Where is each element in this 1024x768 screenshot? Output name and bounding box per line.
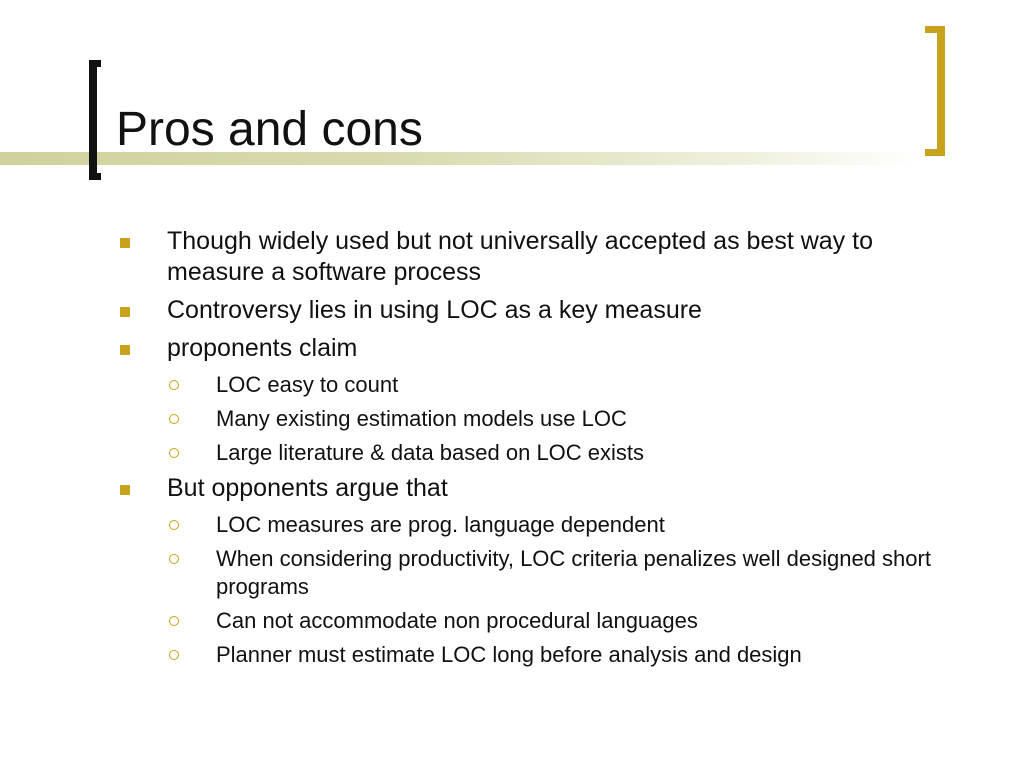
bullet-item [167,333,957,364]
sub-bullet-item [216,511,936,539]
sub-bullet-item [216,641,936,669]
ring-bullet-icon [169,650,179,660]
sub-bullet-text: LOC easy to count [216,372,399,397]
sub-bullet-item [216,439,936,467]
bullet-text: Though widely used but not universally accepted as best way to measure a software process [167,227,873,286]
bullet-list [0,226,1024,675]
ring-bullet-icon [169,616,179,626]
sub-bullet-text: LOC measures are prog. language dependent [216,512,665,537]
bullet-item [167,473,957,504]
right-bracket-decoration [925,26,945,156]
sub-bullet-text: Can not accommodate non procedural languages [216,608,698,633]
bullet-item [167,295,957,326]
sub-bullet-item [216,545,936,601]
sub-bullet-text: When considering productivity, LOC criteria penalizes well designed short programs [216,546,931,599]
bullet-item [167,226,957,288]
sub-bullet-item [216,371,936,399]
sub-bullet-item [216,405,936,433]
square-bullet-icon [120,238,130,248]
bullet-text: But opponents argue that [167,474,448,502]
ring-bullet-icon [169,414,179,424]
sub-bullet-text: Planner must estimate LOC long before analysis and design [216,642,802,667]
bullet-text: Controversy lies in using LOC as a key measure [167,296,702,324]
square-bullet-icon [120,485,130,495]
square-bullet-icon [120,345,130,355]
sub-bullet-text: Large literature & data based on LOC exists [216,440,645,465]
sub-bullet-item [216,607,936,635]
bullet-text: proponents claim [167,334,358,362]
sub-bullet-text: Many existing estimation models use LOC [216,406,627,431]
ring-bullet-icon [169,448,179,458]
ring-bullet-icon [169,380,179,390]
square-bullet-icon [120,307,130,317]
left-bracket-decoration [89,60,101,180]
slide-title: Pros and cons [116,103,423,156]
ring-bullet-icon [169,520,179,530]
ring-bullet-icon [169,554,179,564]
